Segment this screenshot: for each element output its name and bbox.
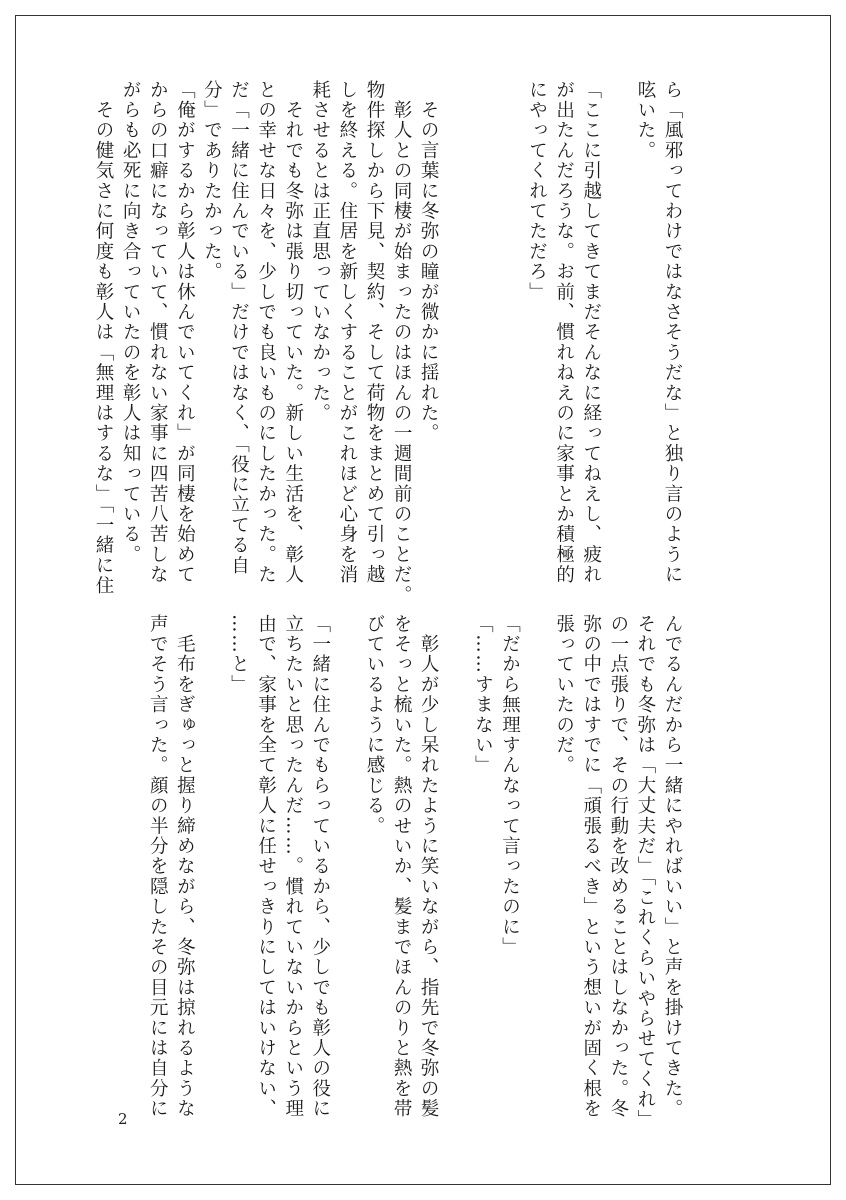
text-line: 物件探しから下見、契約、そして荷物をまとめて引っ越 — [363, 80, 385, 585]
text-line: ら「風邪ってわけではなさそうだな」と独り言のように — [662, 80, 683, 585]
text-line: 張っていたのだ。 — [553, 614, 575, 776]
text-line: からの口癖になっていて、慣れない家事に四苦八苦しな — [147, 80, 169, 585]
text-line: その健気さに何度も彰人は「無理はするな」「一緒に住 — [93, 80, 115, 596]
text-line: んでるんだから一緒にやればいい」と声を掛けてきた。 — [662, 614, 683, 1119]
text-line: 呟いた。 — [634, 80, 656, 161]
text-line — [605, 80, 632, 600]
text-line: しを終える。住居を新しくすることがこれほど心身を消 — [336, 80, 358, 585]
text-line: 立ちたいと思ったんだ……。慣れていないからという理 — [282, 614, 304, 1119]
text-line — [469, 80, 496, 600]
text-line: ……と」 — [228, 614, 250, 695]
text-line: 「ここに引越してきてまだそんなに経ってねえし、疲れ — [580, 80, 602, 585]
text-line: の一点張りで、その行動を改めることはしなかった。冬 — [607, 614, 629, 1119]
text-line: それでも冬弥は張り切っていた。新しい生活を、彰人 — [282, 80, 304, 585]
text-line: 彰人が少し呆れたように笑いながら、指先で冬弥の髪 — [418, 614, 440, 1119]
text-line: 弥の中ではすでに「頑張るべき」という想いが固く根を — [580, 614, 602, 1119]
page-number: 2 — [118, 1110, 128, 1128]
text-line: 「……すまない」 — [472, 614, 494, 776]
text-line: それでも冬弥は「大丈夫だ」「これくらいやらせてくれ」 — [634, 614, 656, 1130]
text-line: びているように感じる。 — [363, 614, 385, 837]
text-line: 由で、家事を全て彰人に任せっきりにしてはいけない、 — [255, 614, 277, 1119]
text-line — [334, 614, 361, 1084]
text-line — [496, 80, 523, 600]
text-line: 分」でありたかった。 — [201, 80, 223, 282]
text-line: その言葉に冬弥の瞳が微かに揺れた。 — [418, 80, 440, 444]
text-line — [523, 614, 550, 1084]
text-line: 耗させるとは正直思っていなかった。 — [309, 80, 331, 424]
text-line: 毛布をぎゅっと握り締めながら、冬弥は掠れるような — [174, 614, 196, 1119]
text-line: が出たんだろうな。お前、慣れねえのに家事とか積極的 — [553, 80, 575, 585]
text-line: がらも必死に向き合っていたのを彰人は知っている。 — [120, 80, 142, 565]
text-line: 「一緒に住んでもらっているから、少しでも彰人の役に — [309, 614, 331, 1119]
text-line — [442, 80, 469, 600]
text-line: 彰人との同棲が始まったのはほんの一週間前のことだ。 — [391, 80, 413, 606]
text-line — [198, 614, 225, 1084]
text-line: との幸せな日々を、少しでも良いものにしたかった。た — [255, 80, 277, 585]
text-line — [442, 614, 469, 1084]
text-line: をそっと梳いた。熱のせいか、髪までほんのりと熱を帯 — [391, 614, 413, 1119]
text-block-top — [90, 80, 686, 606]
text-line: だ「一緒に住んでいる」だけではなく、「役に立てる自 — [228, 80, 250, 576]
text-block-bottom — [144, 614, 686, 1130]
text-line: 「だから無理すんなって言ったのに」 — [499, 614, 521, 958]
text-line: 「俺がするから彰人は休んでいてくれ」が同棲を始めて — [174, 80, 196, 585]
text-line: にやってくれてただろ」 — [526, 80, 548, 303]
text-line: 声でそう言った。顔の半分を隠したその目元には自分に — [147, 614, 169, 1119]
